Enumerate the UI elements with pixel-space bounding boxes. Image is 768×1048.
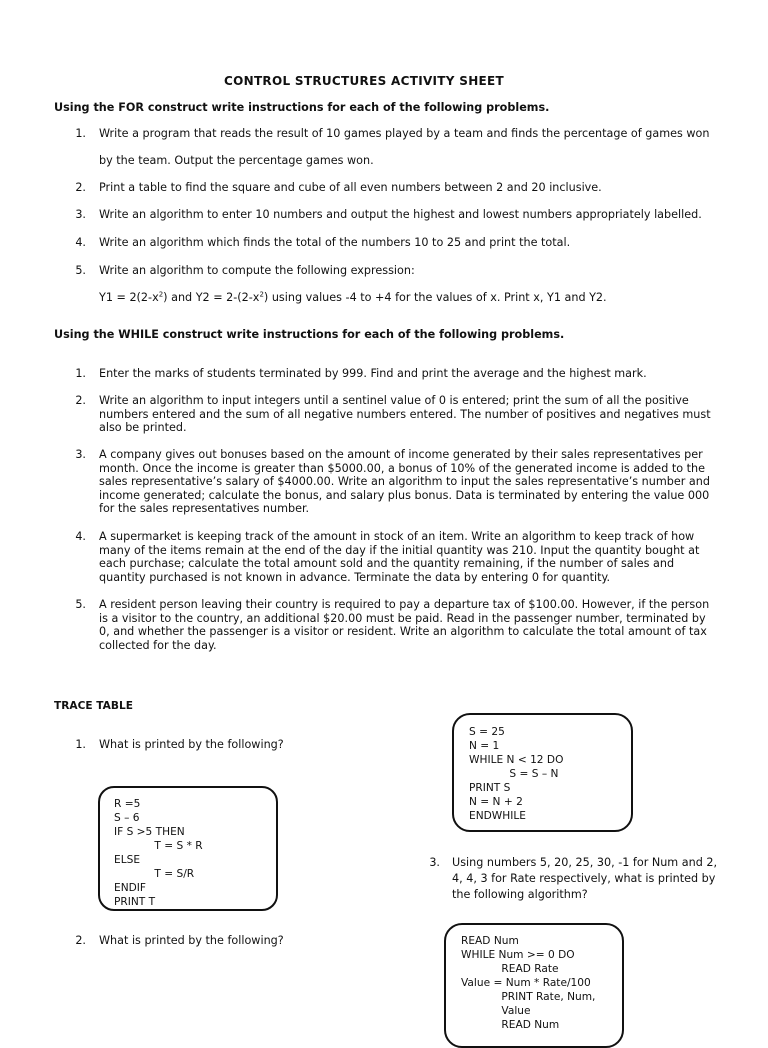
while-item-text: quantity purchased is not known in advance. Terminate the data by entering 0 for quantity.	[99, 570, 611, 584]
for-item-number: 4.	[75, 236, 86, 249]
trace-q2-text: What is printed by the following?	[99, 934, 284, 947]
code-line: READ Num	[461, 935, 519, 947]
while-item-text: month. Once the income is greater than $5000.00, a bonus of 10% of the generated income is added to the	[99, 461, 705, 475]
for-section-intro: Using the FOR construct write instructions for each of the following problems.	[54, 101, 550, 114]
code-line: S – 6	[114, 812, 140, 824]
while-item-text: A company gives out bonuses based on the amount of income generated by their sales representatives per	[99, 448, 703, 461]
for-item-text: Write an algorithm to compute the following expression:	[99, 264, 415, 277]
trace-q3-text: 4, 4, 3 for Rate respectively, what is printed by	[452, 872, 716, 885]
while-item-text: for the sales representatives number.	[99, 502, 310, 516]
while-item-text: sales representative’s salary of $4000.00. Write an algorithm to input the sales representative’s number and	[99, 475, 710, 489]
trace-q1-text: What is printed by the following?	[99, 738, 284, 751]
while-item-text: Enter the marks of students terminated by 999. Find and print the average and the highest mark.	[99, 367, 647, 380]
code-line: ENDWHILE	[469, 810, 526, 822]
for-item-text: Write a program that reads the result of 10 games played by a team and finds the percentage of games won	[99, 127, 710, 140]
code-box-if	[98, 786, 278, 911]
while-item-number: 3.	[75, 448, 86, 461]
expression-line: $Y1 = 2(2-x^2)$ and $Y2 = 2-(2-x^2)$ using values -4 to +4 for the values of x. Print x, Y1 and Y2.	[99, 290, 607, 304]
code-line: Value = Num * Rate/100	[461, 977, 591, 989]
code-line: PRINT S	[469, 782, 511, 794]
code-line: PRINT T	[114, 896, 156, 908]
code-line: WHILE Num >= 0 DO	[461, 949, 575, 961]
code-line: N = N + 2	[469, 796, 523, 808]
trace-q3-text: the following algorithm?	[452, 888, 588, 901]
code-line: WHILE N < 12 DO	[469, 754, 564, 766]
code-line: ENDIF	[114, 882, 146, 894]
code-line: S = S – N	[469, 768, 559, 780]
for-item-number: 1.	[75, 127, 86, 140]
code-line: N = 1	[469, 740, 500, 752]
while-item-text: also be printed.	[99, 421, 187, 435]
code-line: R =5	[114, 798, 141, 810]
code-line: ELSE	[114, 854, 141, 866]
code-line: T = S * R	[114, 840, 203, 852]
while-item-text: many of the items remain at the end of the day if the initial quantity was 210. Input the quantity bought at	[99, 543, 700, 557]
code-line: PRINT Rate, Num,	[461, 991, 596, 1003]
while-item-number: 5.	[75, 598, 86, 611]
trace-q3-text: Using numbers 5, 20, 25, 30, -1 for Num and 2,	[452, 856, 718, 869]
for-item-text: by the team. Output the percentage games won.	[99, 154, 374, 167]
while-item-text: A resident person leaving their country is required to pay a departure tax of $100.00. However, if the person	[99, 598, 710, 611]
for-item-text: Write an algorithm to enter 10 numbers and output the highest and lowest numbers appropriately labelled.	[99, 208, 702, 221]
page-title: CONTROL STRUCTURES ACTIVITY SHEET	[224, 74, 505, 88]
while-item-text: is a visitor to the country, an additional $20.00 must be paid. Read in the passenger number, terminated by	[99, 611, 706, 625]
while-section-intro: Using the WHILE construct write instructions for each of the following problems.	[54, 328, 565, 341]
while-item-text: 0, and whether the passenger is a visitor or resident. Write an algorithm to calculate the total amount of tax	[99, 625, 707, 639]
for-item-text: Write an algorithm which finds the total of the numbers 10 to 25 and print the total.	[99, 236, 571, 249]
while-item-number: 2.	[75, 394, 86, 407]
trace-q3-number: 3.	[429, 856, 440, 869]
while-item-text: collected for the day.	[99, 638, 217, 652]
code-line: S = 25	[469, 726, 505, 738]
code-box-read	[444, 923, 624, 1048]
for-item-text: Print a table to find the square and cube of all even numbers between 2 and 20 inclusive.	[99, 181, 602, 194]
code-line: Value	[461, 1005, 531, 1017]
while-item-text: Write an algorithm to input integers until a sentinel value of 0 is entered; print the sum of all the positive	[99, 394, 689, 407]
while-item-text: A supermarket is keeping track of the amount in stock of an item. Write an algorithm to keep track of how	[99, 530, 695, 543]
code-box-while	[452, 713, 633, 832]
trace-q2-number: 2.	[75, 934, 86, 947]
code-line: READ Rate	[461, 963, 559, 975]
for-item-number: 2.	[75, 181, 86, 194]
code-line: IF S >5 THEN	[114, 826, 185, 838]
while-item-text: numbers entered and the sum of all negative numbers entered. The number of positives and negatives must	[99, 407, 711, 421]
while-item-text: income generated; calculate the bonus, and salary plus bonus. Data is terminated by entering the value 000	[99, 488, 710, 502]
for-item-number: 3.	[75, 208, 86, 221]
while-item-number: 1.	[75, 367, 86, 380]
while-item-number: 4.	[75, 530, 86, 543]
trace-table-heading: TRACE TABLE	[54, 700, 133, 712]
trace-q1-number: 1.	[75, 738, 86, 751]
while-item-text: each purchase; calculate the total amount sold and the quantity remaining, if the number of sales and	[99, 557, 675, 571]
for-item-number: 5.	[75, 264, 86, 277]
code-line: T = S/R	[114, 868, 195, 880]
code-line: READ Num	[461, 1019, 560, 1031]
